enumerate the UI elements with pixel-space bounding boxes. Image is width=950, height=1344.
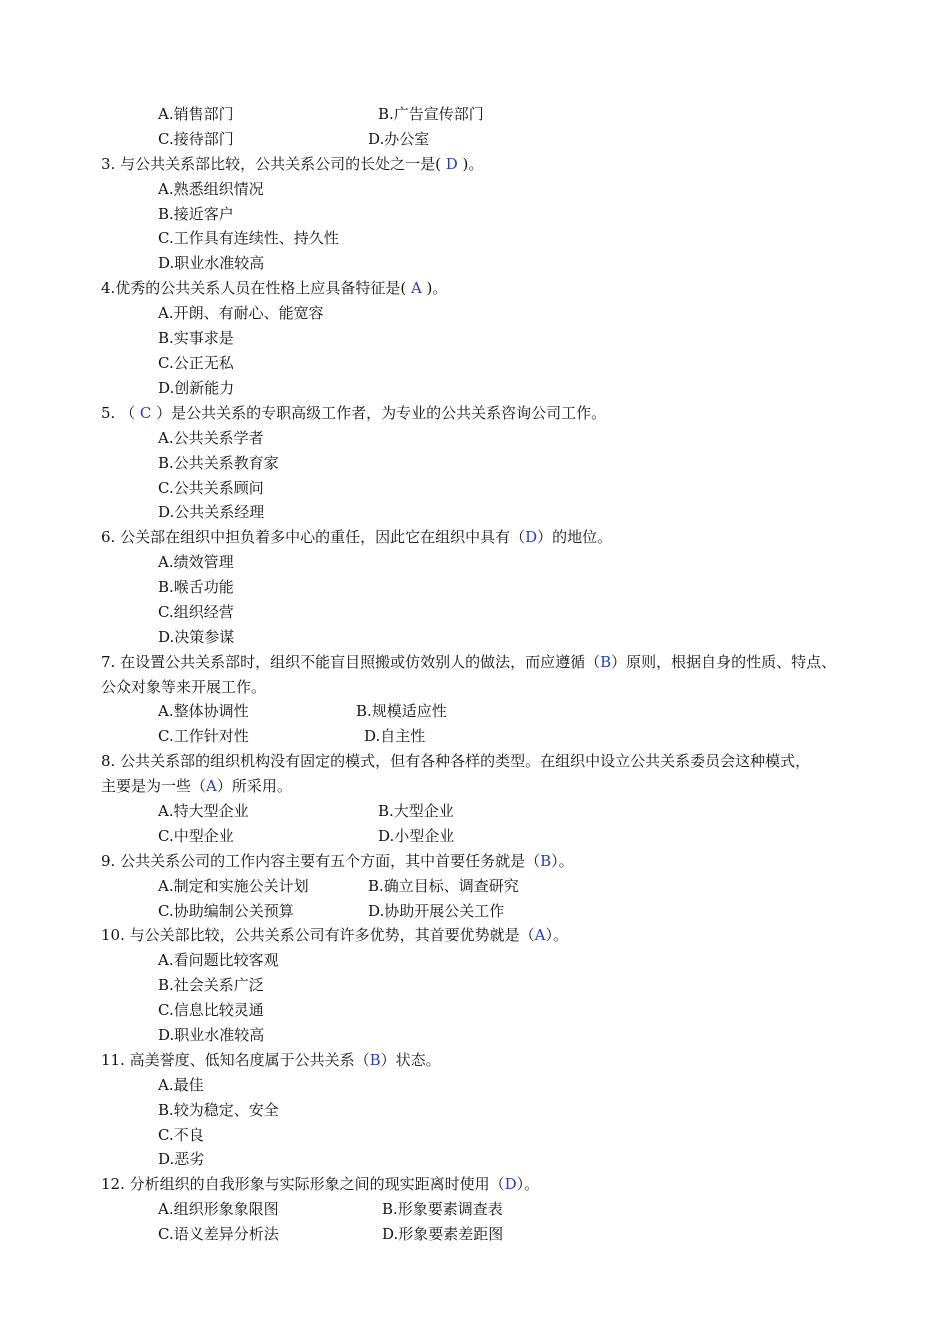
question-text: 7. 在设置公共关系部时，组织不能盲目照搬或仿效别人的做法，而应遵循（	[101, 653, 601, 671]
question-line	[101, 776, 292, 796]
text-line: D.办公室	[368, 130, 430, 148]
text-line: C.组织经营	[158, 603, 234, 621]
question-line	[101, 1050, 441, 1070]
answer-letter: A	[206, 777, 217, 795]
question-text: 10. 与公关部比较，公共关系公司有许多优势，其首要优势就是（	[101, 926, 535, 944]
text-line: B.公共关系教育家	[158, 454, 279, 472]
question-line	[101, 1174, 539, 1194]
text-line: B.实事求是	[158, 329, 234, 347]
question-text-end: ）。	[516, 1175, 540, 1193]
text-line: C.工作针对性	[158, 727, 249, 745]
question-line	[101, 278, 447, 298]
text-line: C.信息比较灵通	[158, 1001, 264, 1019]
question-text-end: ）。	[551, 852, 574, 870]
text-line: C.接待部门	[158, 130, 234, 148]
answer-letter: D	[504, 1175, 517, 1193]
answer-letter: D	[440, 155, 463, 173]
text-line: A.公共关系学者	[158, 429, 264, 447]
text-line: A.熟悉组织情况	[158, 180, 264, 198]
question-text: 11. 高美誉度、低知名度属于公共关系（	[101, 1051, 370, 1069]
text-line: C.协助编制公关预算	[158, 902, 294, 920]
question-text-end: ）的地位。	[537, 528, 613, 546]
text-line: 公众对象等来开展工作。	[101, 678, 267, 696]
text-line: B.规模适应性	[356, 702, 447, 720]
text-line: 8. 公共关系部的组织机构没有固定的模式，但有各种各样的类型。在组织中设立公共关系委员会这种模式，	[101, 752, 811, 770]
text-line: C.公正无私	[158, 354, 234, 372]
text-line: D.恶劣	[158, 1150, 205, 1168]
text-line: D.协助开展公关工作	[368, 902, 505, 920]
text-line: D.小型企业	[378, 827, 455, 845]
text-line: B.广告宣传部门	[378, 105, 484, 123]
question-line	[101, 851, 574, 871]
question-line	[101, 925, 568, 945]
text-line: A.销售部门	[158, 105, 234, 123]
text-line: C.不良	[158, 1126, 204, 1144]
text-line: B.大型企业	[378, 802, 454, 820]
question-text-end: )。	[426, 279, 448, 297]
text-line: A.看问题比较客观	[158, 951, 279, 969]
answer-letter: D	[525, 528, 538, 546]
answer-letter: A	[534, 926, 546, 944]
text-line: D.职业水准较高	[158, 1026, 265, 1044]
question-text: 9. 公共关系公司的工作内容主要有五个方面，其中首要任务就是（	[101, 852, 541, 870]
text-line: D.创新能力	[158, 379, 235, 397]
text-line: A.最佳	[158, 1076, 204, 1094]
text-line: D.决策参谋	[158, 628, 235, 646]
text-line: B.确立目标、调查研究	[368, 877, 519, 895]
question-text-end: ）状态。	[380, 1051, 441, 1069]
question-line	[101, 403, 606, 423]
text-line: B.社会关系广泛	[158, 976, 264, 994]
text-line: C.语义差异分析法	[158, 1225, 279, 1243]
question-text: 5. （	[101, 404, 136, 422]
question-line	[101, 527, 612, 547]
text-line: C.公共关系顾问	[158, 479, 264, 497]
text-line: C.中型企业	[158, 827, 234, 845]
question-text-end: ）原则，根据自身的性质、特点、	[611, 653, 837, 671]
text-line: D.自主性	[364, 727, 426, 745]
text-line: A.组织形象象限图	[158, 1200, 279, 1218]
text-line: A.制定和实施公关计划	[158, 877, 309, 895]
text-line: B.形象要素调查表	[382, 1200, 503, 1218]
text-line: B.接近客户	[158, 205, 234, 223]
text-line: B.较为稳定、安全	[158, 1101, 279, 1119]
answer-letter: B	[600, 653, 612, 671]
question-text-end: ）。	[545, 926, 568, 944]
question-text: 6. 公关部在组织中担负着多中心的重任，因此它在组织中具有（	[101, 528, 526, 546]
question-text: 主要是为一些（	[101, 777, 207, 795]
question-line	[101, 154, 483, 174]
question-text: 12. 分析组织的自我形象与实际形象之间的现实距离时使用（	[101, 1175, 505, 1193]
text-line: A.整体协调性	[158, 702, 249, 720]
text-line: D.形象要素差距图	[382, 1225, 504, 1243]
text-line: D.公共关系经理	[158, 503, 265, 521]
text-line: A.开朗、有耐心、能宽容	[158, 304, 324, 322]
text-line: A.特大型企业	[158, 802, 249, 820]
question-text-end: )。	[462, 155, 484, 173]
text-line: A.绩效管理	[158, 553, 234, 571]
answer-letter: A	[406, 279, 427, 297]
question-text-end: ）是公共关系的专职高级工作者，为专业的公共关系咨询公司工作。	[156, 404, 607, 422]
answer-letter: B	[540, 852, 552, 870]
text-line: D.职业水准较高	[158, 254, 265, 272]
text-line: B.喉舌功能	[158, 578, 234, 596]
question-text: 4.优秀的公共关系人员在性格上应具备特征是(	[101, 279, 407, 297]
text-line: C.工作具有连续性、持久性	[158, 229, 339, 247]
question-text-end: ）所采用。	[216, 777, 292, 795]
answer-letter: C	[135, 404, 157, 422]
question-line	[101, 652, 836, 672]
answer-letter: B	[369, 1051, 381, 1069]
question-text: 3. 与公共关系部比较，公共关系公司的长处之一是(	[101, 155, 441, 173]
